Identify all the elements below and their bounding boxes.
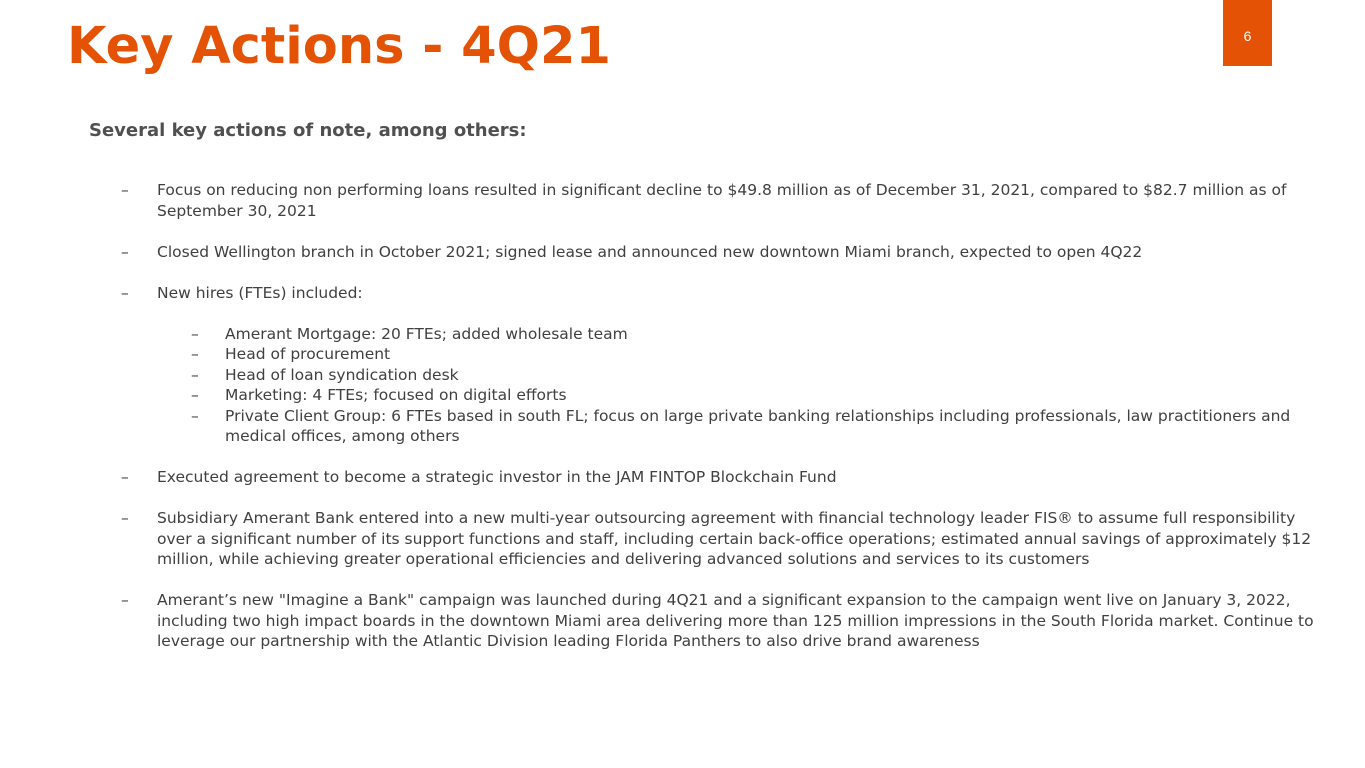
sub-list-item xyxy=(157,365,1325,386)
sub-list-item xyxy=(157,344,1325,365)
sub-list-item-text: Head of procurement xyxy=(225,345,391,363)
list-item-text: Executed agreement to become a strategic investor in the JAM FINTOP Blockchain Fund xyxy=(157,468,837,486)
dash-bullet: – xyxy=(121,468,129,486)
list-item-text: New hires (FTEs) included: xyxy=(157,283,363,302)
sub-list-item-text: Head of loan syndication desk xyxy=(225,365,459,384)
list-item-text: Amerant’s new "Imagine a Bank" campaign was launched during 4Q21 and a significant expansion to the campaign went live on January 3, 2022, including two high impact boards in the downtown Miami area delivering more than 125 million impressions in the South Florida market. Continue to leverage our partnership with the Atlantic Division leading Florida Panthers to also drive brand awareness xyxy=(157,591,1314,650)
sub-list-item xyxy=(157,406,1325,447)
dash-bullet: – xyxy=(191,324,199,343)
list-item xyxy=(0,467,1365,488)
page-number-badge xyxy=(1223,0,1272,66)
sub-list-item-text: Private Client Group: 6 FTEs based in south FL; focus on large private banking relationships including professionals, law practitioners and medical offices, among others xyxy=(225,406,1291,445)
sub-list-item xyxy=(157,324,1325,345)
sub-list-item-text: Amerant Mortgage: 20 FTEs; added wholesale team xyxy=(225,324,628,343)
list-item xyxy=(0,283,1365,447)
list-item-text: Closed Wellington branch in October 2021; signed lease and announced new downtown Miami branch, expected to open 4Q22 xyxy=(157,242,1143,261)
new-hires-list xyxy=(157,324,1325,447)
list-item xyxy=(0,242,1365,263)
section-subtitle: Several key actions of note, among others: xyxy=(89,120,527,141)
list-item xyxy=(0,590,1365,652)
list-item xyxy=(0,508,1365,570)
page-number: 6 xyxy=(1243,28,1252,45)
dash-bullet: – xyxy=(121,242,129,261)
dash-bullet: – xyxy=(191,386,199,404)
dash-bullet: – xyxy=(121,509,129,527)
dash-bullet: – xyxy=(191,365,199,384)
sub-list-item xyxy=(157,385,1325,406)
key-actions-list xyxy=(0,180,1365,672)
dash-bullet: – xyxy=(121,181,129,199)
dash-bullet: – xyxy=(191,406,199,425)
sub-list-item-text: Marketing: 4 FTEs; focused on digital efforts xyxy=(225,386,567,404)
list-item-text: Focus on reducing non performing loans resulted in significant decline to $49.8 million as of December 31, 2021, compared to $82.7 million as of September 30, 2021 xyxy=(157,181,1287,220)
page-title: Key Actions - 4Q21 xyxy=(67,17,611,76)
dash-bullet: – xyxy=(191,345,199,363)
list-item-text: Subsidiary Amerant Bank entered into a new multi-year outsourcing agreement with financial technology leader FIS® to assume full responsibility over a significant number of its support functions and staff, including certain back-office operations; estimated annual savings of approximately $12 million, while achieving greater operational efficiencies and delivering advanced solutions and services to its customers xyxy=(157,509,1312,568)
list-item xyxy=(0,180,1365,221)
dash-bullet: – xyxy=(121,591,129,609)
dash-bullet: – xyxy=(121,283,129,302)
